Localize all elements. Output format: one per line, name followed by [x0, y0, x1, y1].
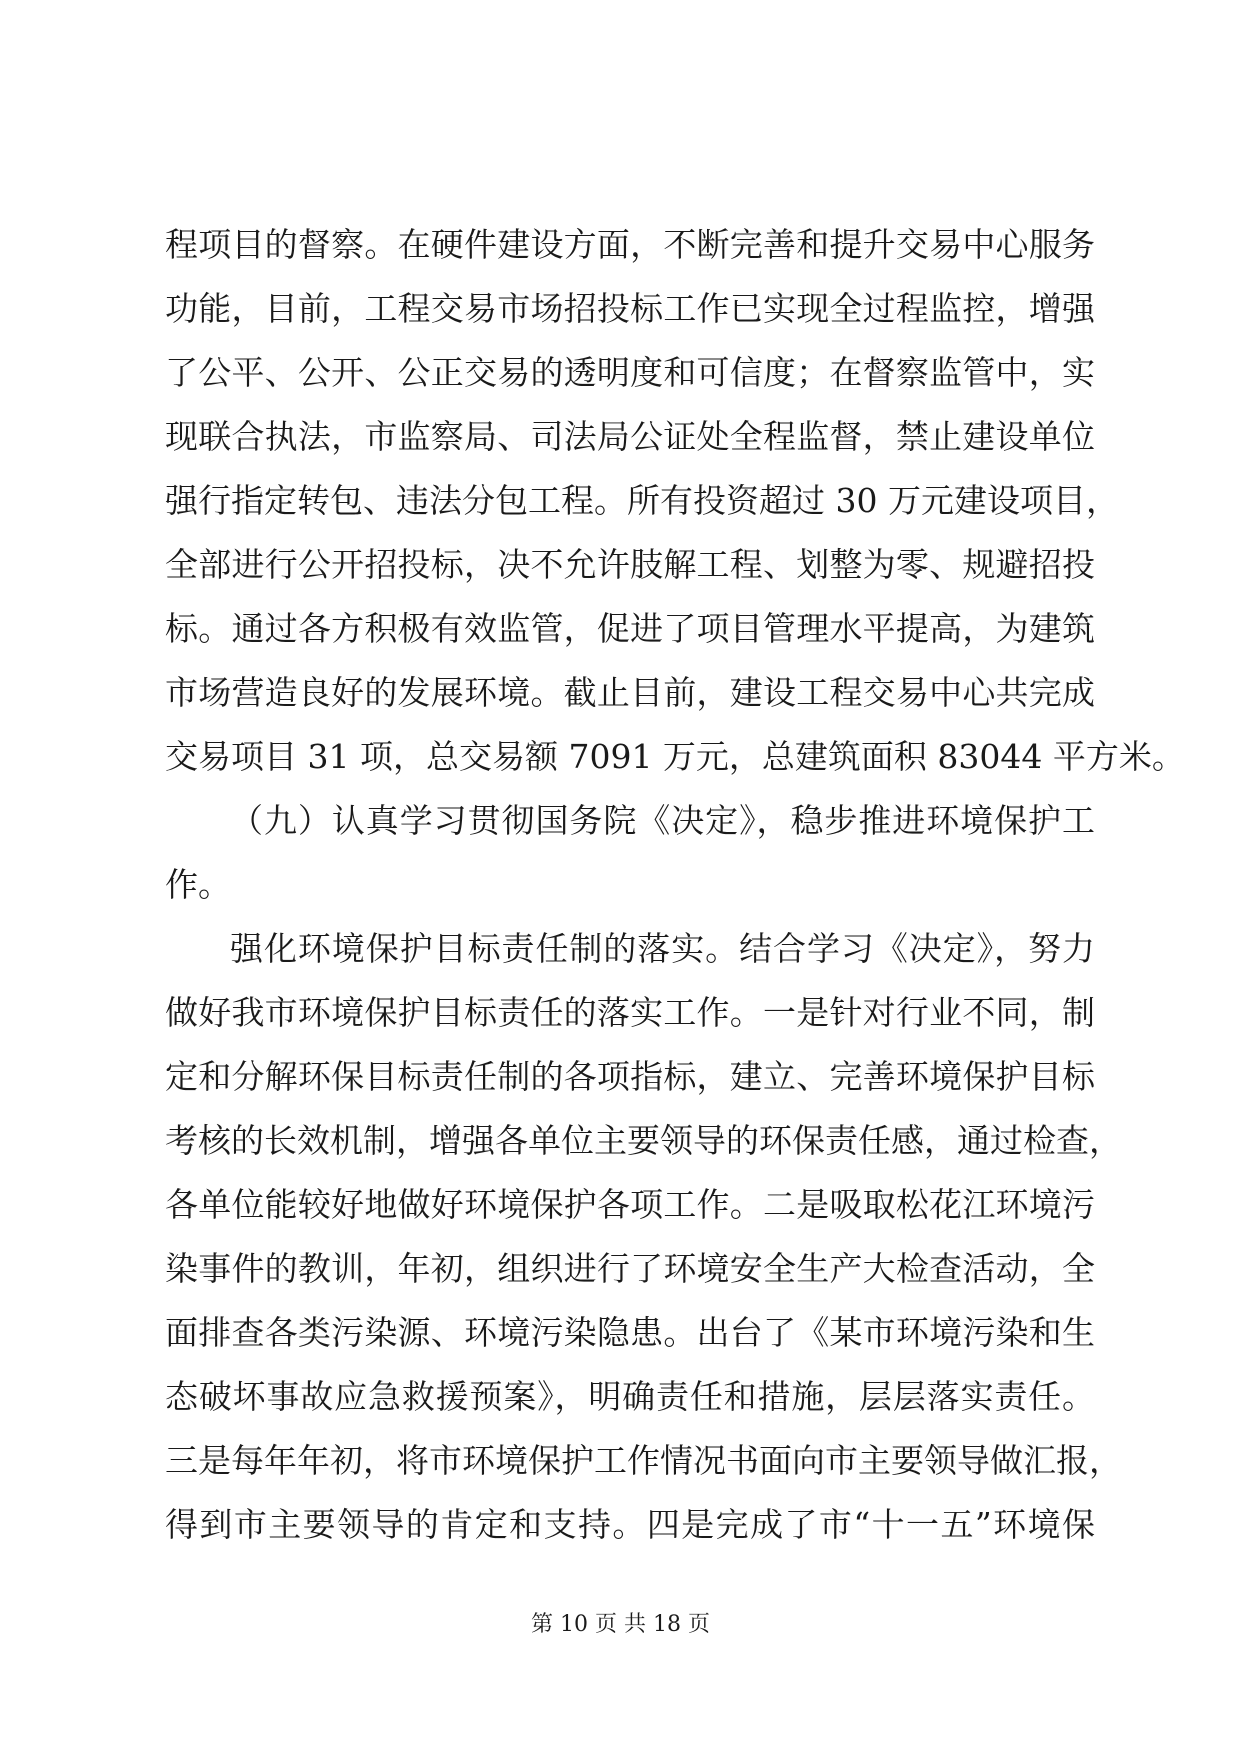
text-line-13: 做好我市环境保护目标责任的落实工作。一是针对行业不同，制 — [165, 993, 1095, 1032]
text-line-15: 考核的长效机制，增强各单位主要领导的环保责任感，通过检查， — [165, 1121, 1122, 1160]
text-line-4: 现联合执法，市监察局、司法局公证处全程监督，禁止建设单位 — [165, 417, 1095, 456]
page-number-footer: 第 10 页 共 18 页 — [531, 1612, 710, 1637]
text-line-20: 三是每年年初，将市环境保护工作情况书面向市主要领导做汇报， — [165, 1441, 1122, 1480]
text-line-2: 功能，目前，工程交易市场招投标工作已实现全过程监控，增强 — [165, 289, 1095, 328]
text-line-6: 全部进行公开招投标，决不允许肢解工程、划整为零、规避招投 — [165, 545, 1095, 584]
text-line-21: 得到市主要领导的肯定和支持。四是完成了市“十一五”环境保 — [165, 1505, 1095, 1544]
text-line-17: 染事件的教训，年初，组织进行了环境安全生产大检查活动，全 — [165, 1249, 1095, 1288]
text-line-3: 了公平、公开、公正交易的透明度和可信度；在督察监管中，实 — [165, 353, 1095, 392]
text-line-8: 市场营造良好的发展环境。截止目前，建设工程交易中心共完成 — [165, 673, 1095, 712]
text-line-18: 面排查各类污染源、环境污染隐患。出台了《某市环境污染和生 — [165, 1313, 1095, 1352]
text-line-14: 定和分解环保目标责任制的各项指标，建立、完善环境保护目标 — [165, 1057, 1095, 1096]
text-line-12: 强化环境保护目标责任制的落实。结合学习《决定》，努力 — [230, 929, 1095, 968]
text-line-19: 态破坏事故应急救援预案》，明确责任和措施，层层落实责任。 — [165, 1377, 1095, 1416]
text-line-16: 各单位能较好地做好环境保护各项工作。二是吸取松花江环境污 — [165, 1185, 1095, 1224]
text-line-5: 强行指定转包、违法分包工程。所有投资超过 30 万元建设项目， — [165, 481, 1119, 520]
text-line-7: 标。通过各方积极有效监管，促进了项目管理水平提高，为建筑 — [165, 609, 1095, 648]
text-line-9: 交易项目 31 项，总交易额 7091 万元，总建筑面积 83044 平方米。 — [165, 737, 1185, 776]
section-heading-line-1: （九）认真学习贯彻国务院《决定》，稳步推进环境保护工 — [230, 801, 1095, 840]
text-line-1: 程项目的督察。在硬件建设方面，不断完善和提升交易中心服务 — [165, 225, 1095, 264]
section-heading-line-2: 作。 — [165, 865, 231, 904]
